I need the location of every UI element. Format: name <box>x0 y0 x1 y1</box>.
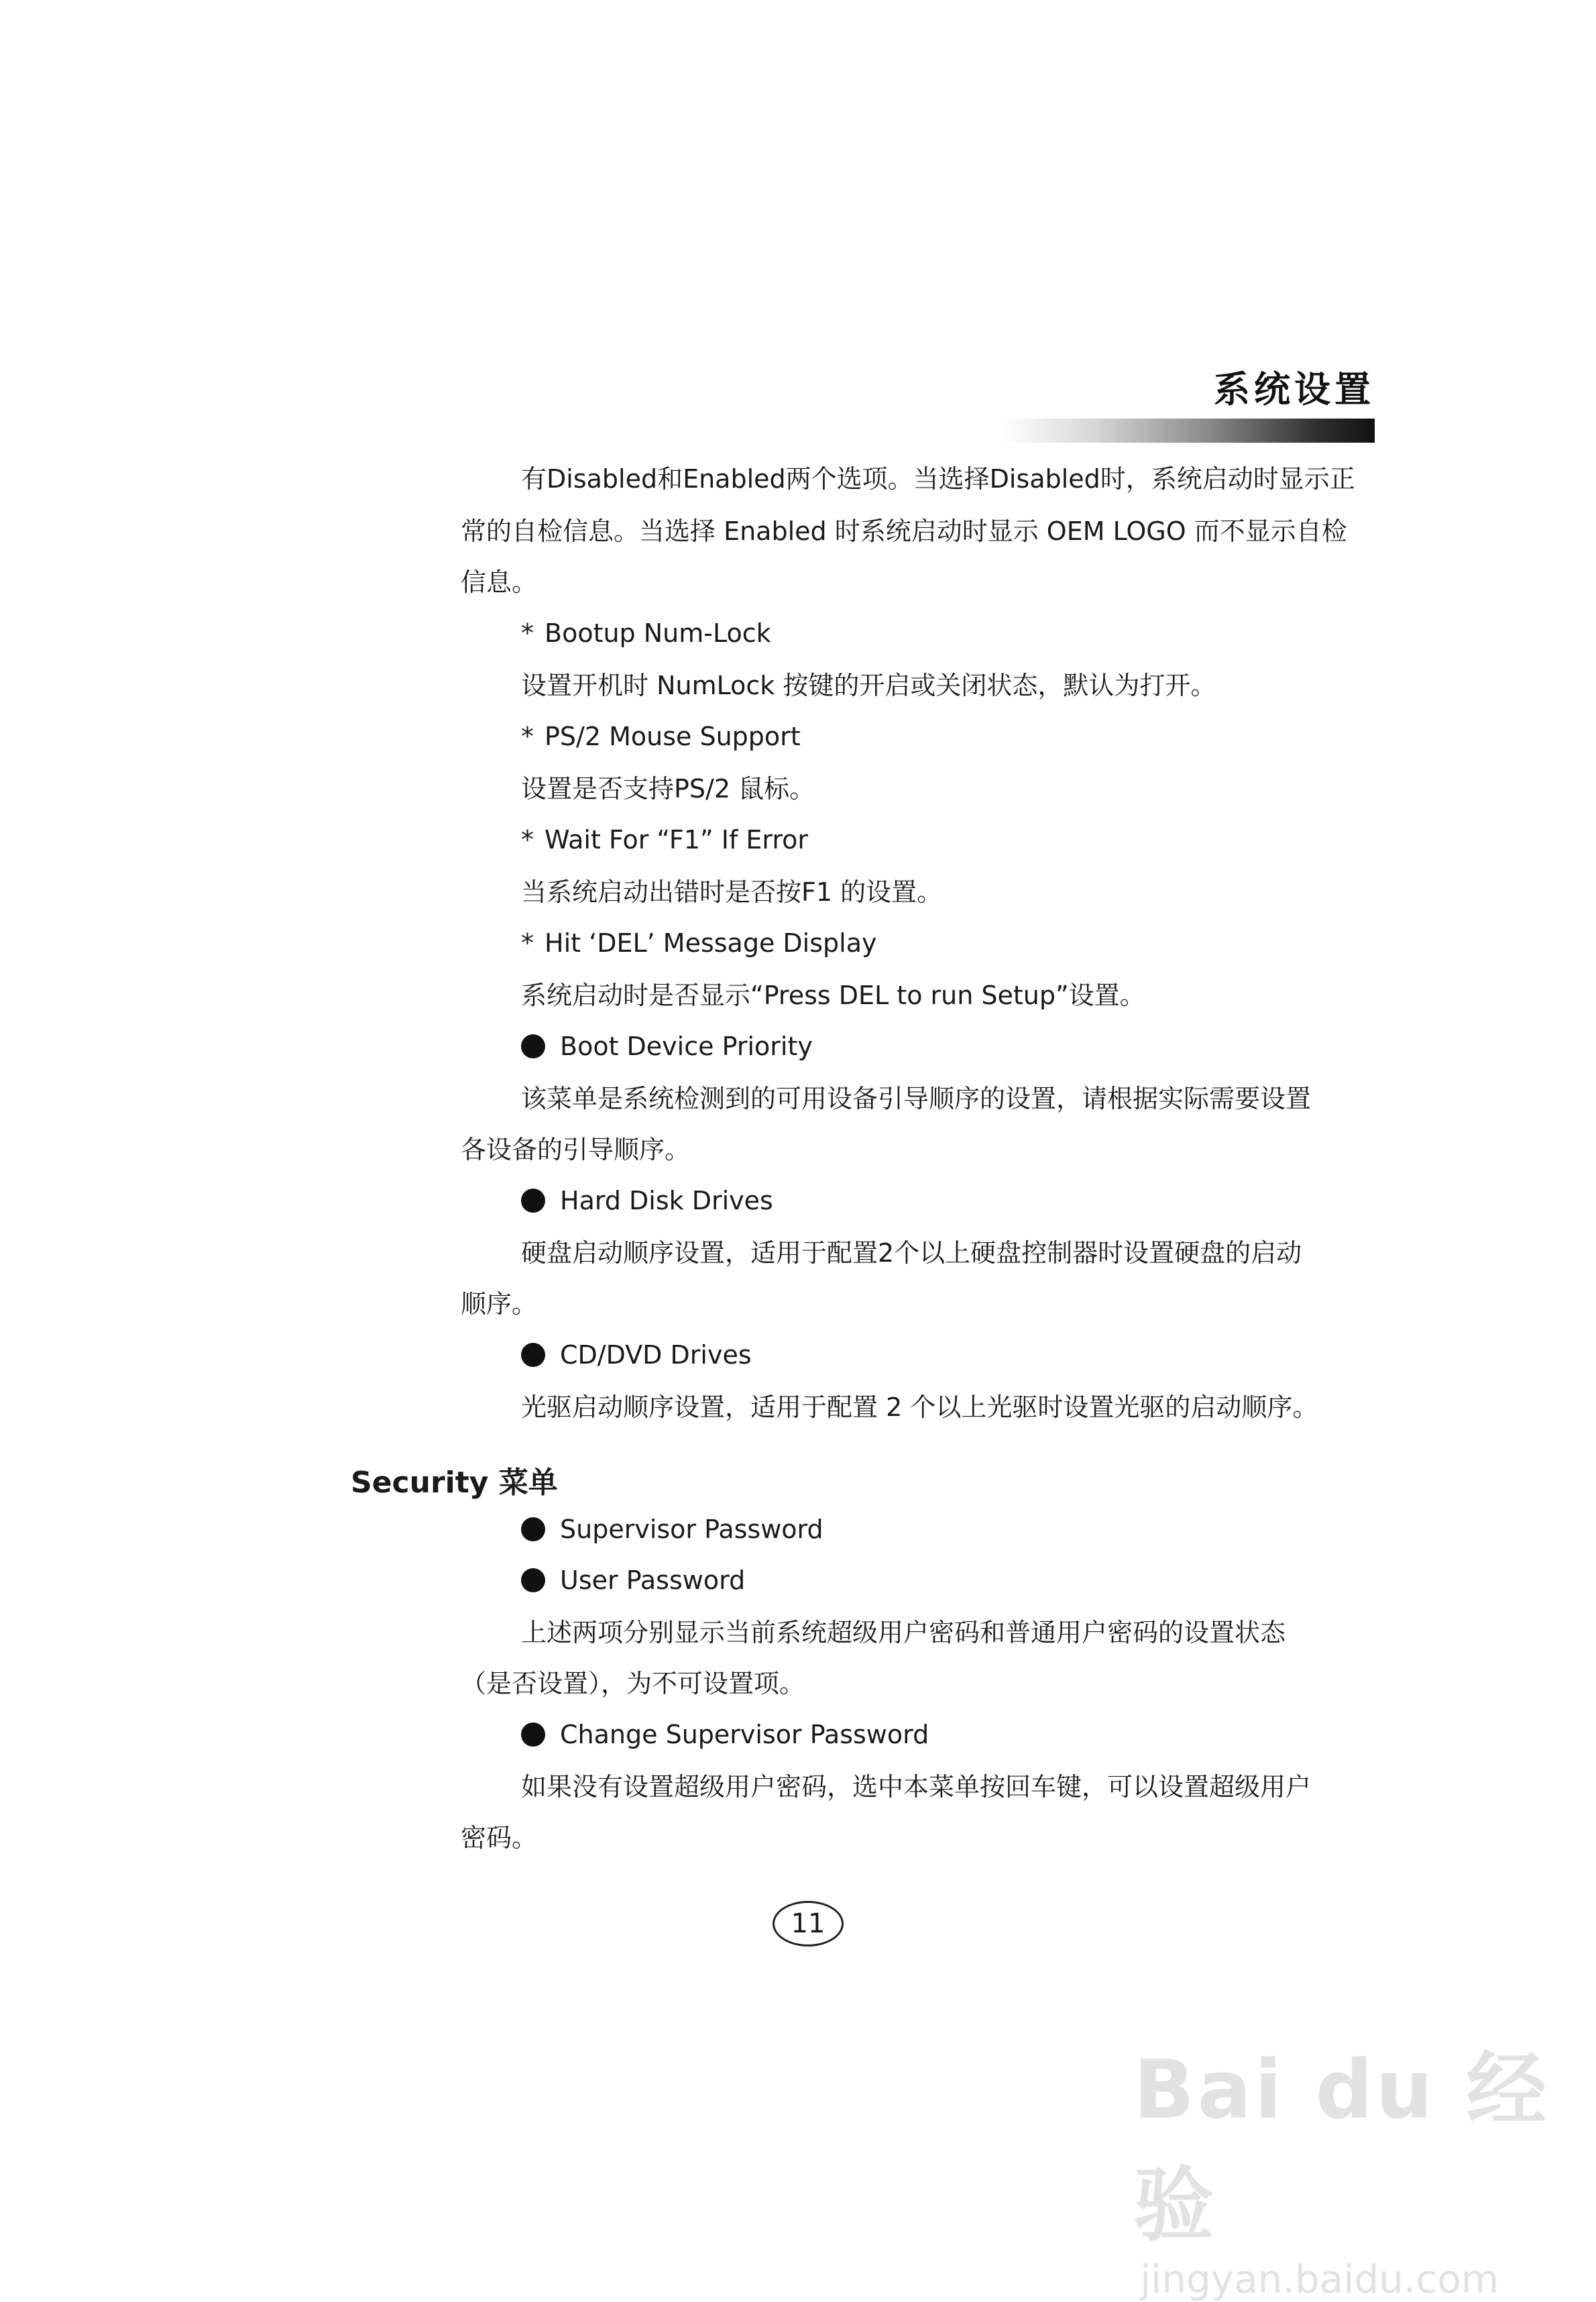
bullet-dot-icon <box>521 1722 545 1747</box>
item-label: Change Supervisor Password <box>560 1720 929 1749</box>
watermark-logo: Bai du 经验 <box>1133 2044 1550 2252</box>
item-description: 设置是否支持PS/2 鼠标。 <box>521 774 815 804</box>
paragraph-line: 常的自检信息。当选择 Enabled 时系统启动时显示 OEM LOGO 而不显示自检 <box>461 516 1347 546</box>
watermark-url: jingyan.baidu.com <box>1140 2256 1499 2302</box>
section-heading-security: Security 菜单 <box>351 1466 558 1500</box>
item-description: 上述两项分别显示当前系统超级用户密码和普通用户密码的设置状态 <box>521 1618 1286 1647</box>
star-bullet: * <box>521 618 534 648</box>
star-bullet: * <box>521 928 534 958</box>
bullet-dot-icon <box>521 1189 545 1213</box>
item-description: 如果没有设置超级用户密码，选中本菜单按回车键，可以设置超级用户 <box>521 1772 1312 1802</box>
menu-item <box>521 1718 929 1751</box>
setting-item <box>521 617 771 649</box>
bullet-dot-icon <box>521 1343 545 1367</box>
star-bullet: * <box>521 722 534 751</box>
item-label: Hard Disk Drives <box>560 1186 773 1215</box>
menu-item <box>521 1513 823 1545</box>
menu-item <box>521 1185 773 1217</box>
item-description: 当系统启动出错时是否按F1 的设置。 <box>521 877 943 907</box>
item-label: PS/2 Mouse Support <box>545 722 801 751</box>
baidu-watermark <box>1133 2026 1596 2302</box>
item-description: 顺序。 <box>461 1289 538 1319</box>
item-label: Wait For “F1” If Error <box>545 825 809 855</box>
header-gradient-bar <box>1003 419 1375 443</box>
item-description: 光驱启动顺序设置，适用于配置 2 个以上光驱时设置光驱的启动顺序。 <box>521 1392 1318 1422</box>
bullet-dot-icon <box>521 1517 545 1541</box>
item-description: （是否设置），为不可设置项。 <box>461 1669 805 1698</box>
paragraph-line: 有Disabled和Enabled两个选项。当选择Disabled时，系统启动时显示正 <box>521 464 1355 494</box>
item-description: 该菜单是系统检测到的可用设备引导顺序的设置，请根据实际需要设置 <box>521 1084 1312 1113</box>
setting-item <box>521 720 801 753</box>
page-number: 11 <box>773 1901 844 1947</box>
bullet-dot-icon <box>521 1568 545 1592</box>
item-description: 系统启动时是否显示“Press DEL to run Setup”设置。 <box>521 981 1145 1010</box>
item-description: 各设备的引导顺序。 <box>461 1135 691 1164</box>
setting-item <box>521 927 876 959</box>
paragraph-line: 信息。 <box>461 567 538 597</box>
setting-item <box>521 824 808 856</box>
item-description: 密码。 <box>461 1823 538 1853</box>
item-label: User Password <box>560 1566 746 1595</box>
star-bullet: * <box>521 825 534 855</box>
menu-item <box>521 1030 813 1062</box>
item-description: 硬盘启动顺序设置，适用于配置2个以上硬盘控制器时设置硬盘的启动 <box>521 1238 1302 1268</box>
item-label: Boot Device Priority <box>560 1032 813 1061</box>
item-description: 设置开机时 NumLock 按键的开启或关闭状态，默认为打开。 <box>521 671 1216 700</box>
item-label: Bootup Num-Lock <box>545 618 771 648</box>
menu-item <box>521 1339 752 1371</box>
bullet-dot-icon <box>521 1034 545 1058</box>
menu-item <box>521 1564 745 1596</box>
item-label: Hit ‘DEL’ Message Display <box>545 928 877 958</box>
item-label: CD/DVD Drives <box>560 1340 752 1370</box>
item-label: Supervisor Password <box>560 1515 823 1544</box>
page-header-title: 系统设置 <box>1214 368 1375 410</box>
